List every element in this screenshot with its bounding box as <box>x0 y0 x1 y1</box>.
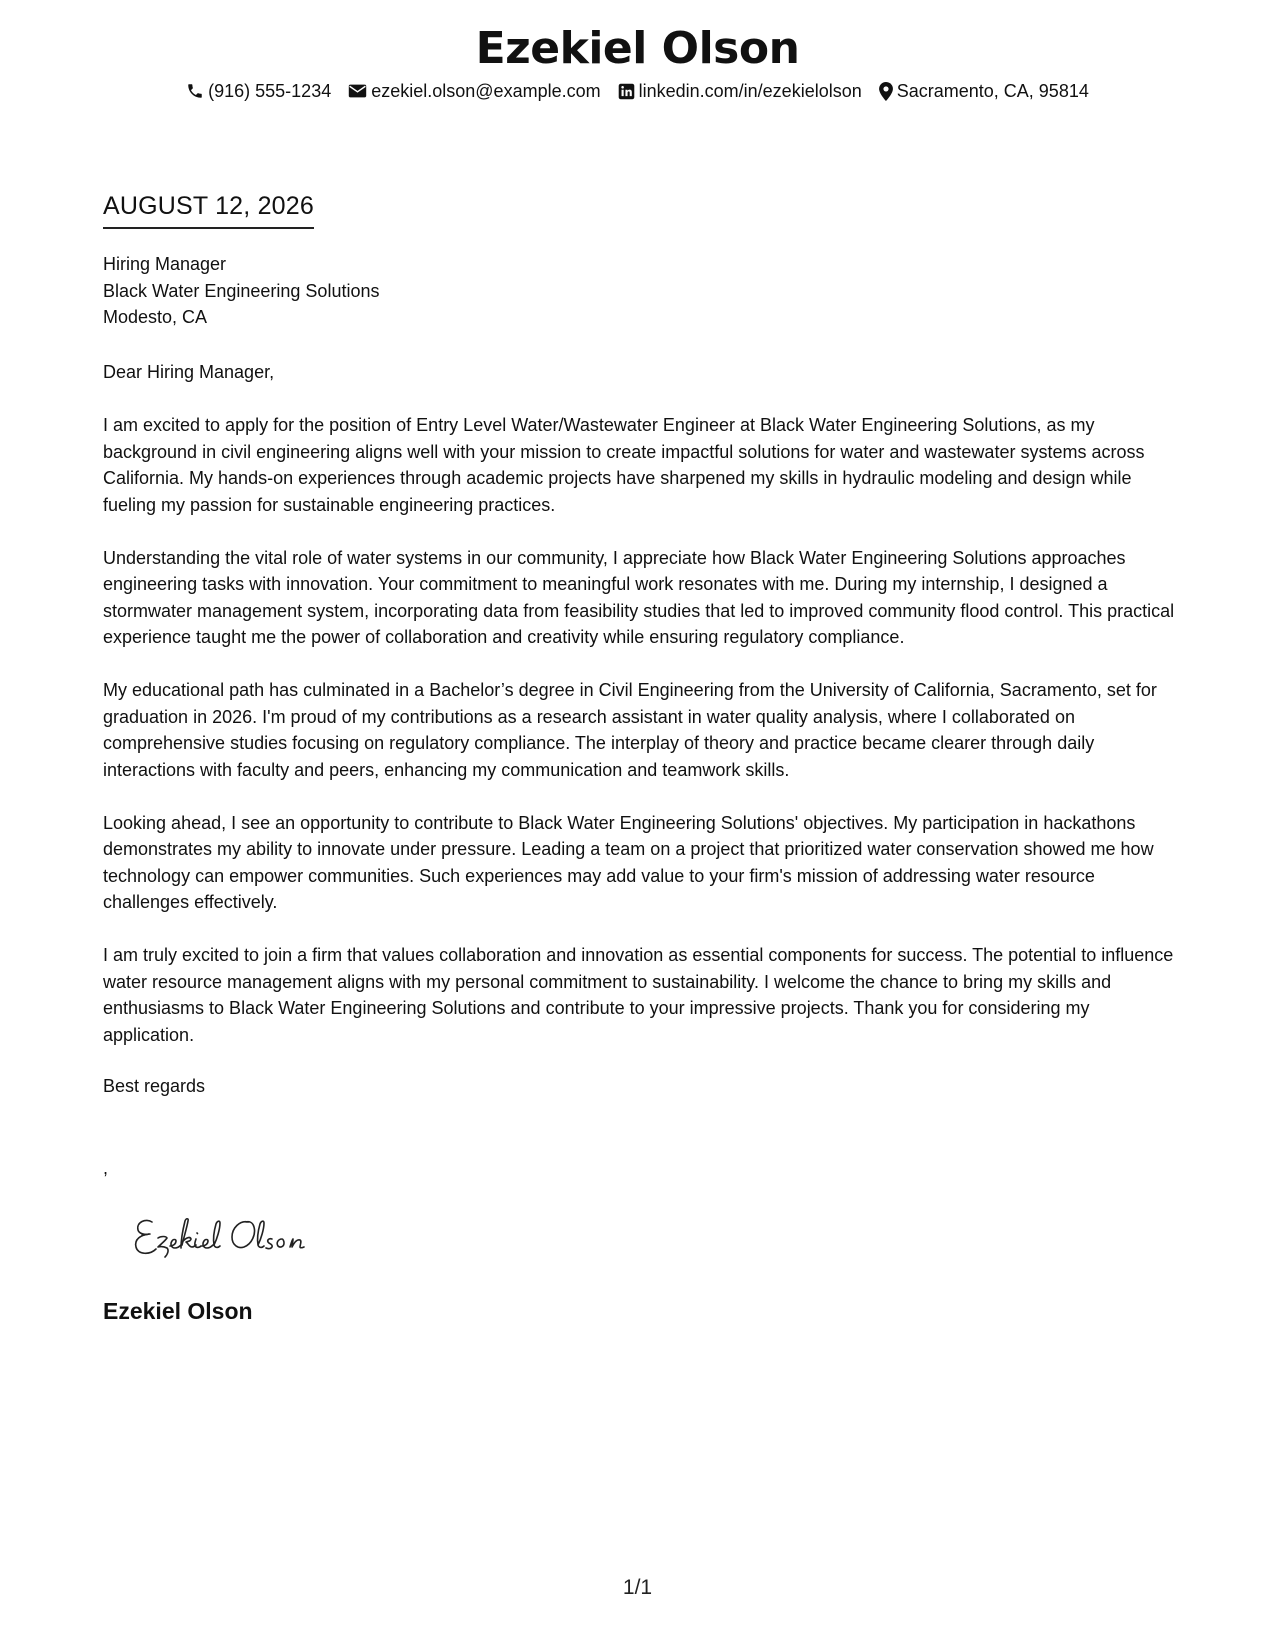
body-paragraph: My educational path has culminated in a Bachelor’s degree in Civil Engineering from the University of California, Sacramento, set for graduation in 2026. I'm proud of my contributions as a research assistant in water quality analysis, where I collaborated on comprehensive studies focusing on regulatory compliance. The interplay of theory and practice became clearer through daily interactions with faculty and peers, enhancing my communication and teamwork skills. <box>103 680 1157 780</box>
body-paragraph: I am excited to apply for the position of Entry Level Water/Wastewater Engineer at Black Water Engineering Solutions, as my background in civil engineering aligns well with your mission to create impactful solutions for water and wastewater systems across California. My hands-on experiences through academic projects have sharpened my skills in hydraulic modeling and design while fueling my passion for sustainable engineering practices. <box>103 415 1145 515</box>
closing-comma: , <box>103 1158 109 1178</box>
contact-phone <box>186 79 331 103</box>
recipient-title: Hiring Manager <box>103 254 227 274</box>
page-number: 1/1 <box>622 1576 653 1599</box>
location-text: Sacramento, CA, 95814 <box>896 81 1089 101</box>
envelope-icon <box>348 83 367 99</box>
recipient-address <box>103 251 379 331</box>
body-paragraph: I am truly excited to join a firm that values collaboration and innovation as essential components for success. The potential to influence water resource management aligns with my personal commitment to sustainability. I welcome the chance to bring my skills and enthusiasms to Black Water Engineering Solutions and contribute to your impressive projects. Thank you for considering my application. <box>103 945 1174 1045</box>
phone-icon <box>186 82 204 100</box>
contact-location <box>879 79 1089 103</box>
body-paragraph: Looking ahead, I see an opportunity to contribute to Black Water Engineering Solutions' objectives. My participation in hackathons demonstrates my ability to innovate under pressure. Leading a team on a project that prioritized water conservation showed me how technology can empower communities. Such experiences may add value to your firm's mission of addressing water resource challenges effectively. <box>103 812 1154 912</box>
recipient-location: Modesto, CA <box>103 307 208 327</box>
email-link[interactable]: ezekiel.olson@example.com <box>371 81 601 101</box>
map-marker-icon <box>879 82 893 101</box>
contact-info-row <box>0 79 1275 103</box>
recipient-company: Black Water Engineering Solutions <box>103 280 380 301</box>
salutation: Dear Hiring Manager, <box>103 362 275 382</box>
handwritten-signature <box>130 1208 350 1268</box>
contact-linkedin[interactable] <box>618 79 862 103</box>
letter-date: AUGUST 12, 2026 <box>103 191 314 229</box>
letter-body <box>103 412 1175 1075</box>
phone-text: (916) 555-1234 <box>208 81 332 101</box>
linkedin-link[interactable]: linkedin.com/in/ezekielolson <box>638 81 862 101</box>
closing-phrase: Best regards <box>103 1076 206 1096</box>
signer-name: Ezekiel Olson <box>103 1298 253 1324</box>
applicant-name-header: Ezekiel Olson <box>475 23 800 74</box>
contact-email[interactable] <box>348 79 600 103</box>
linkedin-icon <box>618 83 635 100</box>
body-paragraph: Understanding the vital role of water systems in our community, I appreciate how Black Water Engineering Solutions approaches engineering tasks with innovation. Your commitment to meaningful work resonates with me. During my internship, I designed a stormwater management system, incorporating data from feasibility studies that led to improved community flood control. This practical experience taught me the power of collaboration and creativity while ensuring regulatory compliance. <box>103 547 1175 647</box>
